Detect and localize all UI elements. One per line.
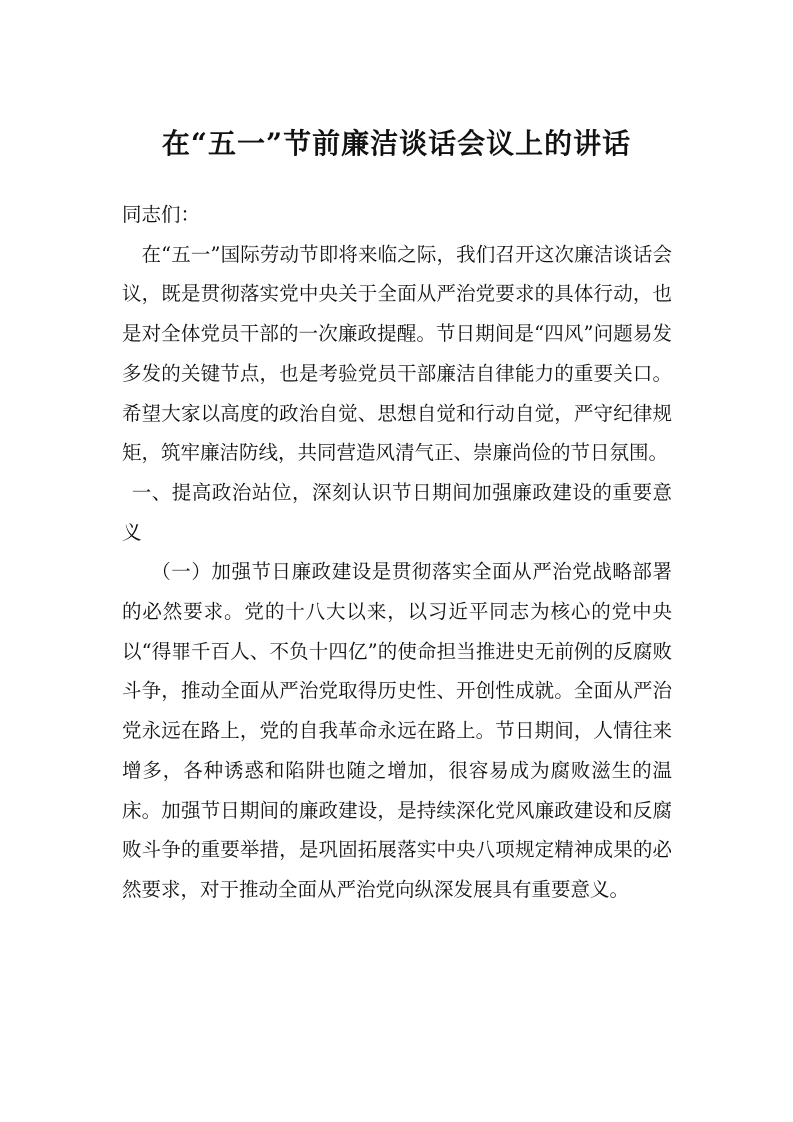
document-title: 在“五一”节前廉洁谈话会议上的讲话 [161, 127, 632, 160]
paragraph-intro: 在“五一”国际劳动节即将来临之际，我们召开这次廉洁谈话会议，既是贯彻落实党中央关于全面从严治党要求的具体行动，也是对全体党员干部的一次廉政提醒。节日期间是“四风”问题易发多发的关键节点，也是考验党员干部廉洁自律能力的重要关口。希望大家以高度的政治自觉、思想自觉和行动自觉，严守纪律规矩，筑牢廉洁防线，共同营造风清气正、崇廉尚俭的节日氛围。 [122, 242, 672, 465]
document-body [122, 195, 672, 910]
paragraph-section-1-1: （一）加强节日廉政建设是贯彻落实全面从严治党战略部署的必然要求。党的十八大以来，以习近平同志为核心的党中央以“得罪千百人、不负十四亿”的使命担当推进史无前例的反腐败斗争，推动全面从严治党取得历史性、开创性成就。全面从严治党永远在路上，党的自我革命永远在路上。节日期间，人情往来增多，各种诱惑和陷阱也随之增加，很容易成为腐败滋生的温床。加强节日期间的廉政建设，是持续深化党风廉政建设和反腐败斗争的重要举措，是巩固拓展落实中央八项规定精神成果的必然要求，对于推动全面从严治党向纵深发展具有重要意义。 [122, 560, 672, 901]
section-heading-1: 一、提高政治站位，深刻认识节日期间加强廉政建设的重要意义 [122, 480, 672, 544]
salutation: 同志们： [122, 203, 201, 226]
